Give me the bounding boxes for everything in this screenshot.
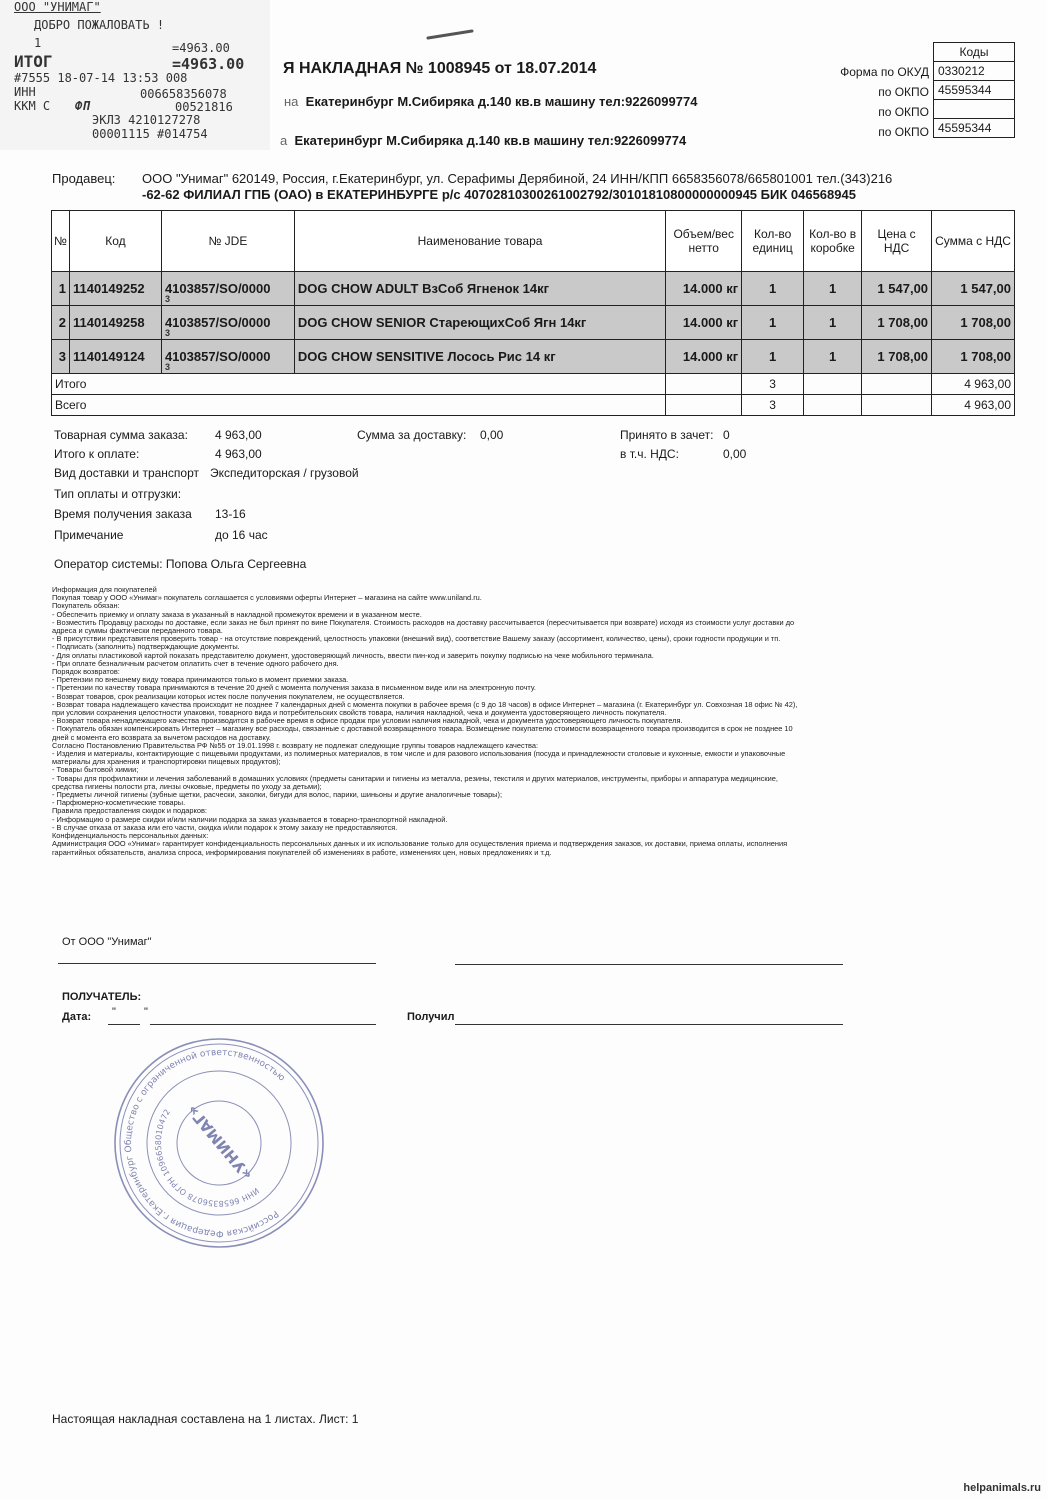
- code-okpo-2: [934, 100, 1015, 119]
- receipt-stamp-line: #7555 18-07-14 13:53 008: [14, 71, 188, 85]
- code-okpo-3: 45595344: [934, 119, 1015, 138]
- from-signature-line: [58, 963, 376, 964]
- buyer-info: [52, 586, 987, 857]
- note-label: Примечание: [54, 528, 124, 542]
- table-row: [52, 306, 1015, 340]
- receipt-greeting: ДОБРО ПОЖАЛОВАТЬ !: [34, 18, 165, 32]
- info-line: Покупая товар у ООО «Унимаг» покупатель соглашается с условиями оферты Интернет – магазина на сайте www.uniland.ru.: [52, 593, 482, 603]
- row-jde-tail: 3: [164, 294, 170, 304]
- seller-line-1: ООО "Унимаг" 620149, Россия, г.Екатеринбург, ул. Серафимы Дерябиной, 24 ИНН/КПП 6658356078/665801001 тел.(343)216: [142, 171, 893, 186]
- delivery-label: Сумма за доставку:: [357, 428, 467, 442]
- footer-note: Настоящая накладная составлена на 1 листах. Лист: 1: [52, 1412, 359, 1426]
- receipt-line-sum: =4963.00: [172, 41, 230, 55]
- code-label-okud: Форма по ОКУД: [840, 65, 929, 79]
- row-code: 1140149258: [69, 306, 161, 340]
- receipt-fp: ФП: [75, 99, 90, 113]
- itogo-sum: 4 963,00: [932, 374, 1015, 395]
- info-line: Конфиденциальность персональных данных:: [52, 831, 209, 841]
- address-2-text: Екатеринбург М.Сибиряка д.140 кв.в машину тел:9226099774: [294, 133, 687, 148]
- info-line: - При оплате безналичным расчетом оплатить счет в течение одного рабочего дня.: [52, 658, 339, 668]
- info-line: - Возврат товара надлежащего качества происходит не позднее 7 календарных дней с момента покупки в рабочее время (с 9 до 18 часов) в офисе Интернет – магазина (г. Екатеринбург ул. Совхозная 18 офис № 42),: [52, 699, 798, 709]
- code-label-okpo-2: по ОКПО: [878, 105, 929, 119]
- watermark: helpanimals.ru: [963, 1482, 1041, 1494]
- col-qty: Кол-во единиц: [742, 211, 804, 272]
- info-line: - В присутствии представителя проверить товар - на отсутствие повреждений, целостность упаковки (внешний вид), соответствие Вашему заказу (ассортимент, количество, цены), сроки годности продукции и тп.: [52, 634, 781, 644]
- vsego-row: [52, 395, 1015, 416]
- from-signature-line-2: [455, 964, 843, 965]
- pen-mark: [426, 28, 476, 42]
- row-code: 1140149124: [69, 340, 161, 374]
- seller-block: [52, 171, 1012, 203]
- table-header-row: [52, 211, 1015, 272]
- row-qty: 1: [742, 340, 804, 374]
- row-jde-tail: 3: [164, 362, 170, 372]
- date-label: Дата:: [62, 1011, 92, 1023]
- info-line: - Претензии по качеству товара принимаются в течение 20 дней с момента получения заказа в письменном виде или на электронную почту.: [52, 683, 536, 693]
- to-pay-value: 4 963,00: [215, 447, 262, 461]
- row-jde: [161, 340, 294, 374]
- col-jde: № JDE: [161, 211, 294, 272]
- row-name: DOG CHOW SENSITIVE Лосось Рис 14 кг: [294, 340, 665, 374]
- row-weight: 14.000 кг: [666, 340, 742, 374]
- row-sum: 1 547,00: [932, 272, 1015, 306]
- receipt-total-label: ИТОГ: [14, 52, 53, 71]
- row-sum: 1 708,00: [932, 306, 1015, 340]
- code-label-okpo-1: по ОКПО: [878, 85, 929, 99]
- info-line: - Предметы личной гигиены (зубные щетки, расчески, заколки, бигуди для волос, парики, шиньоны и другие аналогичные товары);: [52, 790, 503, 800]
- codes-header: Коды: [934, 43, 1015, 62]
- info-line: Администрация ООО «Унимаг» гарантирует конфиденциальность персональных данных и их использование только для осуществления приема и подтверждения заказов, их доставки, приема оплаты, исполнения: [52, 839, 788, 849]
- info-line: - Возместить Продавцу расходы по доставке, если заказ не был принят по вине Покупателя. Стоимость расходов на доставку рассчитывается (пересчитывается при возврате) исходя из стоимости услуг доставки до: [52, 617, 795, 627]
- info-line: гарантийных обязательств, анализа спроса, информирования покупателей об изменениях в работе, изменениях цен, новых предложениях и т.д.: [52, 847, 552, 857]
- seller-label: Продавец:: [52, 171, 116, 186]
- vsego-sum: 4 963,00: [932, 395, 1015, 416]
- info-line: при условии сохранения целостности упаковки, товарного вида и потребительских свойств товара, наличия накладной, чека и документа удостоверяющего личность покупателя.: [52, 708, 667, 718]
- info-line: - Покупатель обязан компенсировать Интернет – магазину все расходы, связанные с доставкой возвращенного товара. Возмещение покупателю стоимости возвращенного товара производится в срок не позднее 10: [52, 724, 793, 734]
- time-value: 13-16: [215, 507, 246, 521]
- code-okud: 0330212: [934, 62, 1015, 81]
- col-box: Кол-во в коробке: [804, 211, 862, 272]
- receipt-shop: ООО "УНИМАГ": [14, 0, 101, 14]
- date-quote-close: ": [144, 1006, 148, 1018]
- row-jde-value: 4103857/SO/0000: [164, 281, 271, 296]
- transport-value: Экспедиторская / грузовой: [210, 466, 359, 480]
- codes-table: [933, 42, 1015, 138]
- info-line: - В случае отказа от заказа или его части, скидка и/или подарок к этому заказу не предоставляются.: [52, 822, 398, 832]
- vat-value: 0,00: [723, 447, 747, 461]
- info-line: - Претензии по внешнему виду товара принимаются только в момент приемки заказа.: [52, 675, 349, 685]
- info-line: - Обеспечить приемку и оплату заказа в указанный в накладной промежуток времени и в указанном месте.: [52, 609, 422, 619]
- accepted-value: 0: [723, 428, 730, 442]
- company-seal: [113, 1037, 325, 1249]
- col-num: №: [52, 211, 70, 272]
- itogo-price-empty: [862, 374, 932, 395]
- codes-labels: [840, 62, 929, 142]
- seller-line-2: -62-62 ФИЛИАЛ ГПБ (ОАО) в ЕКАТЕРИНБУРГЕ р/с 40702810300261002792/30101810800000000945 БИК 046568945: [142, 187, 856, 202]
- row-jde-tail: 3: [164, 328, 170, 338]
- vsego-weight-empty: [666, 395, 742, 416]
- row-jde: [161, 272, 294, 306]
- col-sum: Сумма с НДС: [932, 211, 1015, 272]
- info-line: Покупатель обязан:: [52, 601, 120, 611]
- vsego-label: Всего: [52, 395, 666, 416]
- address-line-2: [280, 133, 686, 148]
- order-sum-value: 4 963,00: [215, 428, 262, 442]
- info-line: - Возврат товаров, срок реализации которых истек после получения покупателем, не осуществляется.: [52, 691, 405, 701]
- date-quote-open: ": [112, 1006, 116, 1018]
- vat-label: в т.ч. НДС:: [620, 447, 679, 461]
- items-table: [51, 210, 1015, 416]
- operator-line: Оператор системы: Попова Ольга Сергеевна: [54, 557, 307, 571]
- table-row: [52, 340, 1015, 374]
- row-num: 1: [52, 272, 70, 306]
- receipt-doc: 00001115 #014754: [92, 127, 208, 141]
- row-box: 1: [804, 272, 862, 306]
- time-label: Время получения заказа: [54, 507, 192, 521]
- vsego-box-empty: [804, 395, 862, 416]
- receipt-inn-value: 006658356078: [140, 87, 227, 101]
- col-weight: Объем/вес нетто: [666, 211, 742, 272]
- info-line: материалы для хранения и транспортировки пищевых продуктов);: [52, 757, 281, 767]
- col-name: Наименование товара: [294, 211, 665, 272]
- info-line: - Информацию о размере скидки и/или наличии подарка за заказ указывается в товарно-транспортной накладной.: [52, 814, 448, 824]
- row-jde: [161, 306, 294, 340]
- address-1-prefix: на: [284, 94, 299, 109]
- code-label-okpo-3: по ОКПО: [878, 125, 929, 139]
- document-title: Я НАКЛАДНАЯ № 1008945 от 18.07.2014: [283, 60, 597, 77]
- receipt-kkm-value: 00521816: [175, 100, 233, 114]
- row-name: DOG CHOW ADULT ВзСоб Ягненок 14кг: [294, 272, 665, 306]
- info-line: - Возврат товара ненадлежащего качества производится в рабочее время в офисе продаж при условии наличия накладной, чека и документа удостоверяющего личность покупателя.: [52, 716, 683, 726]
- table-row: [52, 272, 1015, 306]
- accepted-label: Принято в зачет:: [620, 428, 714, 442]
- payment-label: Тип оплаты и отгрузки:: [54, 487, 182, 501]
- delivery-value: 0,00: [480, 428, 504, 442]
- row-jde-value: 4103857/SO/0000: [164, 349, 271, 364]
- receipt-qty: 1: [34, 36, 42, 50]
- info-line: - Изделия и материалы, контактирующие с пищевыми продуктами, из полимерных материалов, в том числе и для разового использования (посуда и принадлежности столовые и кухонные, емкости и упаковочные: [52, 749, 786, 759]
- row-price: 1 547,00: [862, 272, 932, 306]
- vsego-price-empty: [862, 395, 932, 416]
- received-signature-line: [455, 1024, 843, 1025]
- row-qty: 1: [742, 272, 804, 306]
- cash-receipt: [0, 0, 270, 150]
- info-line: Согласно Постановлению Правительства РФ №55 от 19.01.1998 г. возврату не подлежат следующие группы товаров надлежащего качества:: [52, 740, 539, 750]
- address-1-text: Екатеринбург М.Сибиряка д.140 кв.в машину тел:9226099774: [305, 94, 698, 109]
- address-line-1: [284, 94, 697, 109]
- row-weight: 14.000 кг: [666, 306, 742, 340]
- row-sum: 1 708,00: [932, 340, 1015, 374]
- row-jde-value: 4103857/SO/0000: [164, 315, 271, 330]
- transport-label: Вид доставки и транспорт: [54, 466, 200, 480]
- info-line: Информация для покупателей: [52, 585, 157, 594]
- row-price: 1 708,00: [862, 306, 932, 340]
- info-line: - Товары для профилактики и лечения заболеваний в домашних условиях (предметы санитарии и гигиены из металла, резины, текстиля и других материалов, инструменты, приборы и аппаратура медицинские,: [52, 773, 778, 783]
- info-line: средства гигиены полости рта, линзы очковые, предметы по уходу за детьми);: [52, 781, 322, 791]
- vsego-qty: 3: [742, 395, 804, 416]
- row-box: 1: [804, 340, 862, 374]
- info-line: дней с момента его возврата за вычетом расходов на доставку.: [52, 732, 271, 742]
- receipt-kkm: ККМ С: [14, 99, 51, 113]
- row-qty: 1: [742, 306, 804, 340]
- address-2-prefix: а: [280, 133, 288, 148]
- note-value: до 16 час: [215, 528, 268, 542]
- seal-outer-text: Российская Федерация г.Екатеринбург Общество с ограниченной ответственностью: [123, 1047, 287, 1239]
- date-month-line: [150, 1024, 376, 1025]
- info-line: Порядок возвратов:: [52, 667, 120, 677]
- row-price: 1 708,00: [862, 340, 932, 374]
- itogo-label: Итого: [52, 374, 666, 395]
- seal-inn-text: ИНН 6658356078 ОГРН 1096658010472: [153, 1107, 261, 1209]
- recipient-label: ПОЛУЧАТЕЛЬ:: [62, 991, 142, 1003]
- received-label: Получил: [407, 1011, 455, 1023]
- row-num: 3: [52, 340, 70, 374]
- info-line: Правила предоставления скидок и подарков:: [52, 806, 207, 816]
- date-day-line: [108, 1024, 140, 1025]
- seal-center-text: «УНИМАГ»: [183, 1101, 257, 1184]
- order-sum-label: Товарная сумма заказа:: [54, 428, 188, 442]
- from-company-label: От ООО "Унимаг": [62, 936, 152, 948]
- itogo-box-empty: [804, 374, 862, 395]
- col-code: Код: [69, 211, 161, 272]
- itogo-weight-empty: [666, 374, 742, 395]
- receipt-total-value: =4963.00: [172, 55, 245, 73]
- row-box: 1: [804, 306, 862, 340]
- to-pay-label: Итого к оплате:: [54, 447, 140, 461]
- col-price: Цена с НДС: [862, 211, 932, 272]
- info-line: - Для оплаты пластиковой картой показать представителю документ, удостоверяющий личность, ввести пин-код и заверить покупку подписью на чеке мобильного терминала.: [52, 650, 654, 660]
- info-line: - Подписать (заполнить) подтверждающие документы.: [52, 642, 240, 652]
- row-code: 1140149252: [69, 272, 161, 306]
- info-line: адреса и суммы фактически переданного товара.: [52, 626, 223, 636]
- itogo-qty: 3: [742, 374, 804, 395]
- itogo-row: [52, 374, 1015, 395]
- row-name: DOG CHOW SENIOR СтареющихСоб Ягн 14кг: [294, 306, 665, 340]
- info-line: - Товары бытовой химии;: [52, 765, 139, 775]
- info-line: - Парфюмерно-косметические товары.: [52, 798, 186, 808]
- row-num: 2: [52, 306, 70, 340]
- receipt-inn-label: ИНН: [14, 85, 36, 99]
- receipt-eklz: ЭКЛЗ 4210127278: [92, 113, 201, 127]
- row-weight: 14.000 кг: [666, 272, 742, 306]
- code-okpo-1: 45595344: [934, 81, 1015, 100]
